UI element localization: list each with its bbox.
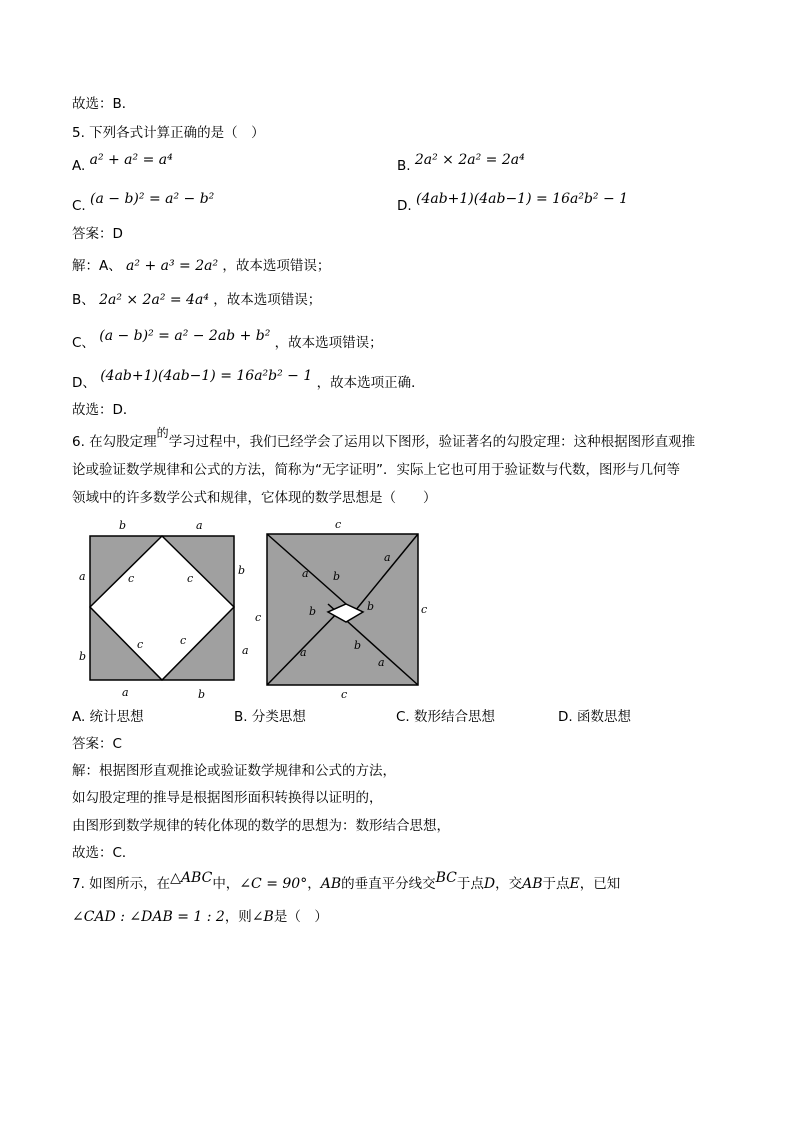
stem-text: 的垂直平分线交 — [341, 876, 436, 892]
side-label: a — [122, 686, 129, 699]
hypotenuse-label: c — [187, 572, 194, 585]
q6-answer: 答案：C — [72, 736, 122, 752]
stem-text: 中， — [212, 876, 240, 892]
solution-suffix: ，故本选项错误； — [274, 335, 383, 351]
pythagoras-figure-1 — [70, 516, 250, 706]
stem-superscript-text: 的 — [156, 426, 169, 440]
side-label: a — [79, 570, 86, 583]
solution-expression: (a − b)² = a² − 2ab + b² — [99, 328, 271, 344]
leg-label: a — [302, 567, 309, 580]
q6-solution-line3: 由图形到数学规律的转化体现的数学的思想为：数形结合思想， — [72, 818, 450, 834]
option-expression: a² + a² = a⁴ — [89, 152, 173, 168]
q5-option-d — [397, 191, 629, 216]
solution-prefix: B、 — [72, 292, 95, 308]
leg-label: a — [384, 551, 391, 564]
q5-option-b — [397, 152, 525, 176]
side-label: c — [341, 688, 348, 701]
stem-text: 是（ ） — [273, 909, 328, 925]
side-label: a — [242, 644, 249, 657]
math-triangle: △ABC — [170, 870, 213, 886]
side-label: c — [335, 518, 342, 531]
stem-text: 7. 如图所示，在 — [72, 876, 171, 892]
q6-stem-line1 — [72, 426, 696, 452]
hypotenuse-label: c — [137, 638, 144, 651]
q4-conclusion: 故选：B． — [72, 96, 136, 112]
side-label: b — [238, 564, 246, 577]
leg-label: a — [300, 646, 307, 659]
solution-prefix: D、 — [72, 375, 96, 391]
q6-conclusion: 故选：C． — [72, 845, 136, 861]
math-segment: AB — [522, 876, 543, 892]
option-expression: 2a² × 2a² = 2a⁴ — [414, 152, 525, 168]
side-label: c — [421, 603, 428, 616]
q6-option-d: D. 函数思想 — [558, 709, 631, 725]
leg-label: b — [333, 570, 341, 583]
stem-text: ，交 — [495, 876, 523, 892]
option-label: B. — [397, 158, 411, 174]
side-label: a — [196, 519, 203, 532]
q5-option-c — [72, 191, 215, 216]
q5-answer: 答案：D — [72, 226, 123, 242]
solution-suffix: ，故本选项正确． — [316, 375, 425, 391]
hypotenuse-label: c — [128, 572, 135, 585]
math-angle: ∠C = 90° — [239, 876, 308, 892]
hypotenuse-label: c — [180, 634, 187, 647]
math-segment: AB — [320, 876, 342, 892]
option-label: D. — [397, 198, 412, 214]
q5-option-a — [72, 152, 173, 176]
q5-solution-a — [72, 256, 330, 276]
q7-stem-line1 — [72, 870, 621, 894]
q6-stem-line2: 论或验证数学规律和公式的方法，简称为“无字证明”．实际上它也可用于验证数与代数，图形与几何等 — [72, 462, 680, 478]
q6-solution-line1: 解：根据图形直观推论或验证数学规律和公式的方法， — [72, 763, 396, 779]
stem-text: 于点 — [456, 876, 484, 892]
leg-label: b — [309, 605, 317, 618]
q5-conclusion: 故选：D． — [72, 402, 137, 418]
option-label: C. — [72, 198, 86, 214]
math-angle: ∠B — [251, 909, 274, 925]
pythagoras-figure-2 — [250, 516, 435, 706]
stem-text: ，已知 — [579, 876, 621, 892]
side-label: c — [255, 611, 262, 624]
math-point: D — [483, 876, 496, 892]
q5-stem: 5. 下列各式计算正确的是（ ） — [72, 125, 265, 141]
solution-expression: 2a² × 2a² = 4a⁴ — [99, 292, 209, 308]
math-ratio: ∠CAD : ∠DAB = 1 : 2 — [72, 909, 225, 925]
solution-prefix: C、 — [72, 335, 95, 351]
side-label: b — [119, 519, 127, 532]
stem-text: 学习过程中，我们已经学会了运用以下图形，验证著名的勾股定理：这种根据图形直观推 — [168, 434, 696, 450]
leg-label: b — [367, 600, 375, 613]
solution-expression: (4ab+1)(4ab−1) = 16a²b² − 1 — [100, 368, 313, 384]
stem-text: ，则 — [224, 909, 252, 925]
option-expression: (4ab+1)(4ab−1) = 16a²b² − 1 — [415, 191, 629, 207]
q7-stem-line2 — [72, 907, 328, 927]
stem-text: ， — [307, 876, 321, 892]
q6-stem-line3: 领域中的许多数学公式和规律，它体现的数学思想是（ ） — [72, 490, 437, 506]
solution-prefix: 解：A、 — [72, 258, 122, 274]
option-label: A. — [72, 158, 86, 174]
q6-option-b: B. 分类思想 — [234, 709, 306, 725]
math-segment: BC — [435, 870, 457, 886]
stem-text: 6. 在勾股定理 — [72, 434, 157, 450]
leg-label: a — [378, 656, 385, 669]
solution-suffix: ，故本选项错误； — [222, 258, 331, 274]
side-label: b — [79, 650, 87, 663]
leg-label: b — [354, 639, 362, 652]
stem-text: 于点 — [542, 876, 570, 892]
solution-expression: a² + a³ = 2a² — [126, 258, 219, 274]
q6-option-a: A. 统计思想 — [72, 709, 144, 725]
q5-solution-b — [72, 290, 321, 310]
side-label: b — [198, 688, 206, 701]
option-expression: (a − b)² = a² − b² — [90, 191, 215, 207]
math-point: E — [569, 876, 580, 892]
solution-suffix: ，故本选项错误； — [213, 292, 322, 308]
q6-option-c: C. 数形结合思想 — [396, 709, 496, 725]
q5-solution-d — [72, 368, 425, 393]
q6-solution-line2: 如勾股定理的推导是根据图形面积转换得以证明的， — [72, 790, 383, 806]
q5-solution-c — [72, 328, 383, 353]
